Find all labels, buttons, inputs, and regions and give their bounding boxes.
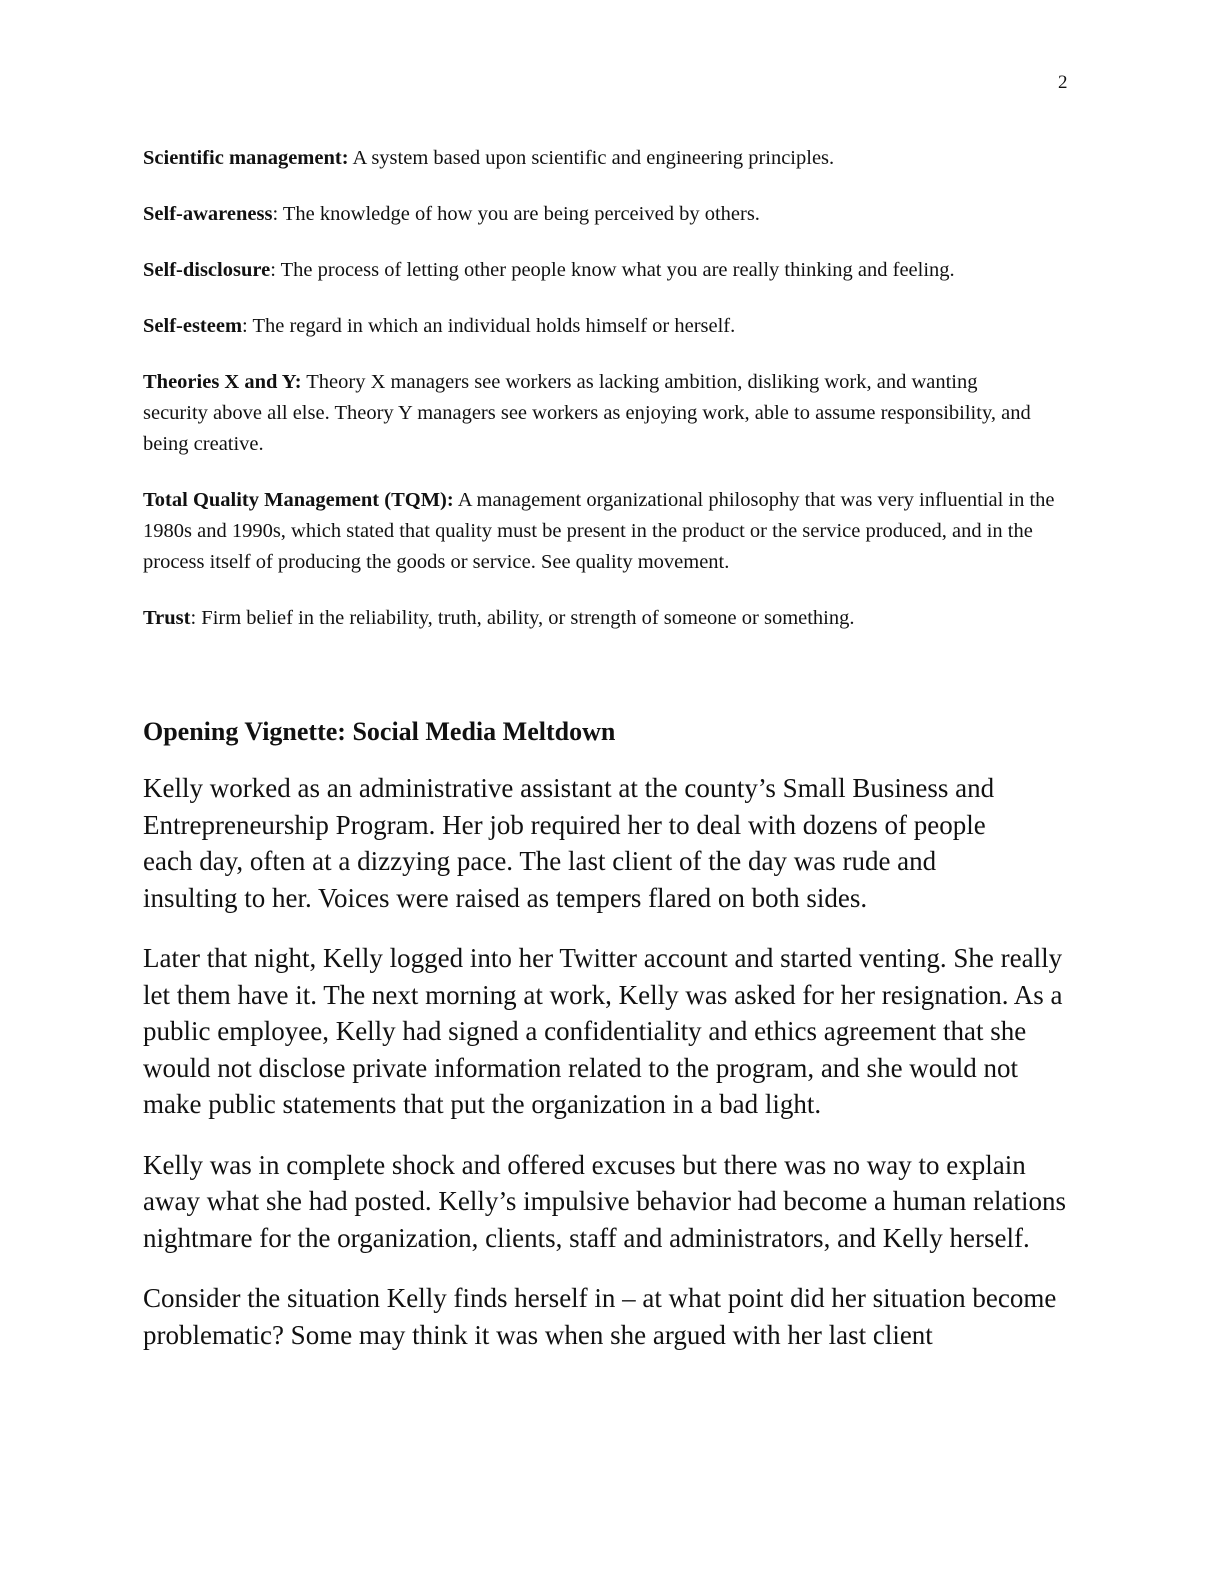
glossary-definition: : The knowledge of how you are being perceived by others. <box>272 203 760 225</box>
vignette-paragraph: Consider the situation Kelly finds herself in – at what point did her situation become problematic? Some may think it was when she argued with her last client <box>143 1283 1057 1350</box>
glossary-entry-scientific-management <box>143 143 1073 174</box>
glossary-definition: : Firm belief in the reliability, truth, ability, or strength of someone or something. <box>190 607 855 629</box>
glossary-entry-self-awareness <box>143 199 1073 230</box>
glossary-definition: : The process of letting other people know what you are really thinking and feeling. <box>270 259 955 281</box>
vignette-paragraph: Kelly worked as an administrative assistant at the county’s Small Business and Entrepreneurship Program. Her job required her to deal with dozens of people each day, often at a dizzying pace. The last client of the day was rude and insulting to her. Voices were raised as tempers flared on both sides. <box>143 773 995 913</box>
glossary-term: Self-esteem <box>143 315 243 337</box>
glossary-term: Total Quality Management (TQM): <box>143 489 454 511</box>
glossary-term: Self-awareness <box>143 203 273 225</box>
glossary-definition: A management organizational philosophy that was very influential in the 1980s and 1990s, which stated that quality must be present in the product or the service produced, and in the process itself of producing the goods or service. See quality movement. <box>143 489 1055 573</box>
glossary-definition: : The regard in which an individual holds himself or herself. <box>242 315 736 337</box>
glossary-entry-self-disclosure <box>143 255 1023 286</box>
opening-vignette-section <box>143 714 1078 1377</box>
glossary-term: Self-disclosure <box>143 259 271 281</box>
vignette-paragraph: Later that night, Kelly logged into her Twitter account and started venting. She really let them have it. The next morning at work, Kelly was asked for her resignation. As a public employee, Kelly had signed a confidentiality and ethics agreement that she would not disclose private information related to the program, and she would not make public statements that put the organization in a bad light. <box>143 943 1063 1119</box>
glossary-entry-theories-x-y <box>143 367 1043 460</box>
glossary-entry-self-esteem <box>143 311 1073 342</box>
glossary-definition: Theory X managers see workers as lacking ambition, disliking work, and wanting security above all else. Theory Y managers see workers as enjoying work, able to assume responsibility, and being creative. <box>143 371 1031 455</box>
vignette-paragraph: Kelly was in complete shock and offered excuses but there was no way to explain away what she had posted. Kelly’s impulsive behavior had become a human relations nightmare for the organization, clients, staff and administrators, and Kelly herself. <box>143 1149 1066 1253</box>
glossary-term: Theories X and Y: <box>143 371 302 393</box>
glossary-term: Scientific management: <box>143 147 349 169</box>
glossary-section <box>143 143 1073 659</box>
glossary-definition: A system based upon scientific and engineering principles. <box>348 147 835 169</box>
vignette-heading: Opening Vignette: Social Media Meltdown <box>143 717 616 746</box>
page-number: 2 <box>1058 72 1068 93</box>
glossary-entry-trust <box>143 603 1073 634</box>
glossary-term: Trust <box>143 607 191 629</box>
glossary-entry-tqm <box>143 485 1073 578</box>
